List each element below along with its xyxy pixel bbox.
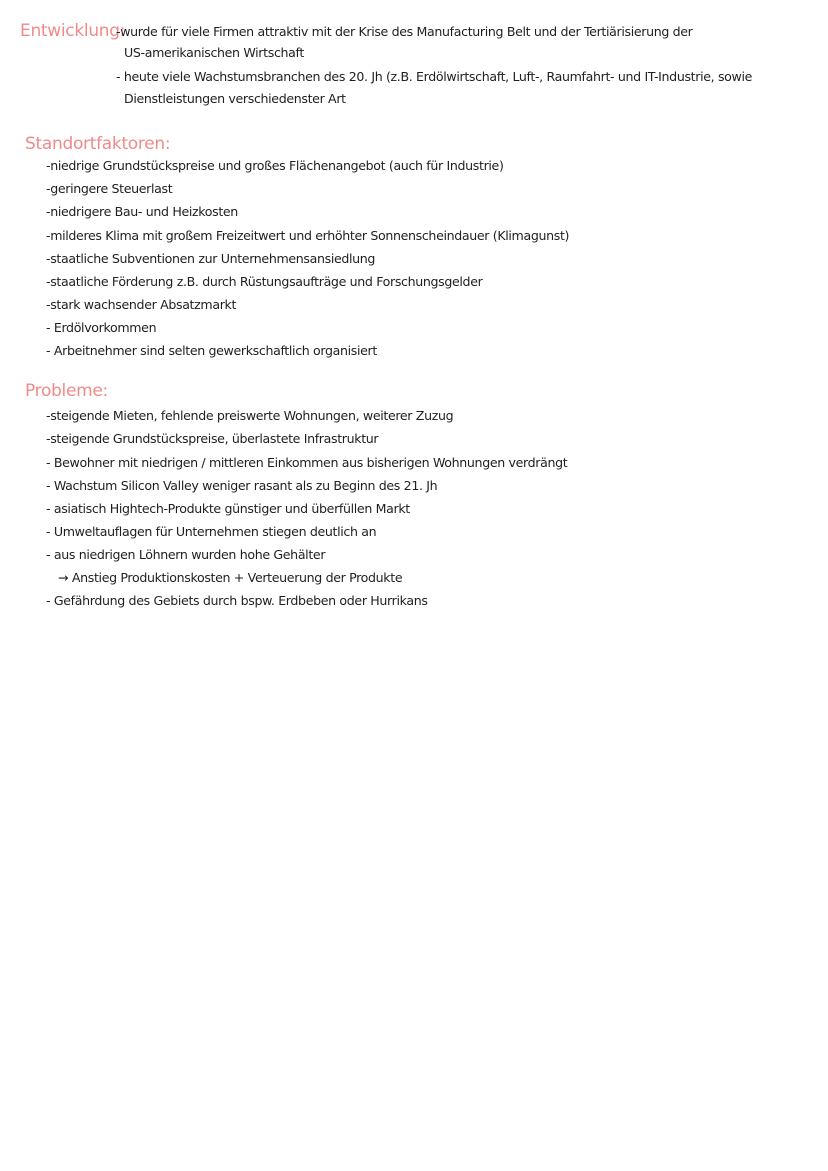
heading-probleme: Probleme: — [25, 381, 108, 401]
standortfaktor-item: -stark wachsender Absatzmarkt — [46, 297, 237, 312]
heading-standortfaktoren: Standortfaktoren: — [25, 134, 171, 154]
heading-entwicklung: Entwicklung: — [20, 21, 126, 41]
problem-item: -steigende Grundstückspreise, überlastete Infrastruktur — [46, 431, 379, 446]
standortfaktor-item: -milderes Klima mit großem Freizeitwert und erhöhter Sonnenscheindauer (Klimagunst) — [46, 228, 570, 243]
entwicklung-line-1: -wurde für viele Firmen attraktiv mit der Krise des Manufacturing Belt und der Tertiärisierung der — [116, 24, 693, 39]
problem-item: - aus niedrigen Löhnern wurden hohe Gehälter — [46, 547, 326, 562]
entwicklung-line-4: Dienstleistungen verschiedenster Art — [124, 91, 346, 106]
problem-consequence: → Anstieg Produktionskosten + Verteuerung der Produkte — [58, 570, 403, 585]
problem-item: - Gefährdung des Gebiets durch bspw. Erdbeben oder Hurrikans — [46, 593, 428, 608]
standortfaktor-item: -staatliche Förderung z.B. durch Rüstungsaufträge und Forschungsgelder — [46, 274, 483, 289]
standortfaktor-item: - Arbeitnehmer sind selten gewerkschaftlich organisiert — [46, 343, 377, 358]
standortfaktor-item: -niedrigere Bau- und Heizkosten — [46, 204, 238, 219]
standortfaktor-item: - Erdölvorkommen — [46, 320, 157, 335]
entwicklung-line-3: - heute viele Wachstumsbranchen des 20. Jh (z.B. Erdölwirtschaft, Luft-, Raumfahrt- und IT-Industrie, sowie — [116, 69, 753, 84]
standortfaktor-item: -geringere Steuerlast — [46, 181, 173, 196]
problem-item: - Umweltauflagen für Unternehmen stiegen deutlich an — [46, 524, 377, 539]
entwicklung-line-2: US-amerikanischen Wirtschaft — [124, 45, 304, 60]
standortfaktor-item: -niedrige Grundstückspreise und großes Flächenangebot (auch für Industrie) — [46, 158, 504, 173]
problem-item: - Bewohner mit niedrigen / mittleren Einkommen aus bisherigen Wohnungen verdrängt — [46, 455, 568, 470]
problem-item: -steigende Mieten, fehlende preiswerte Wohnungen, weiterer Zuzug — [46, 408, 454, 423]
standortfaktor-item: -staatliche Subventionen zur Unternehmensansiedlung — [46, 251, 376, 266]
problem-item: - asiatisch Hightech-Produkte günstiger und überfüllen Markt — [46, 501, 410, 516]
problem-item: - Wachstum Silicon Valley weniger rasant als zu Beginn des 21. Jh — [46, 478, 438, 493]
